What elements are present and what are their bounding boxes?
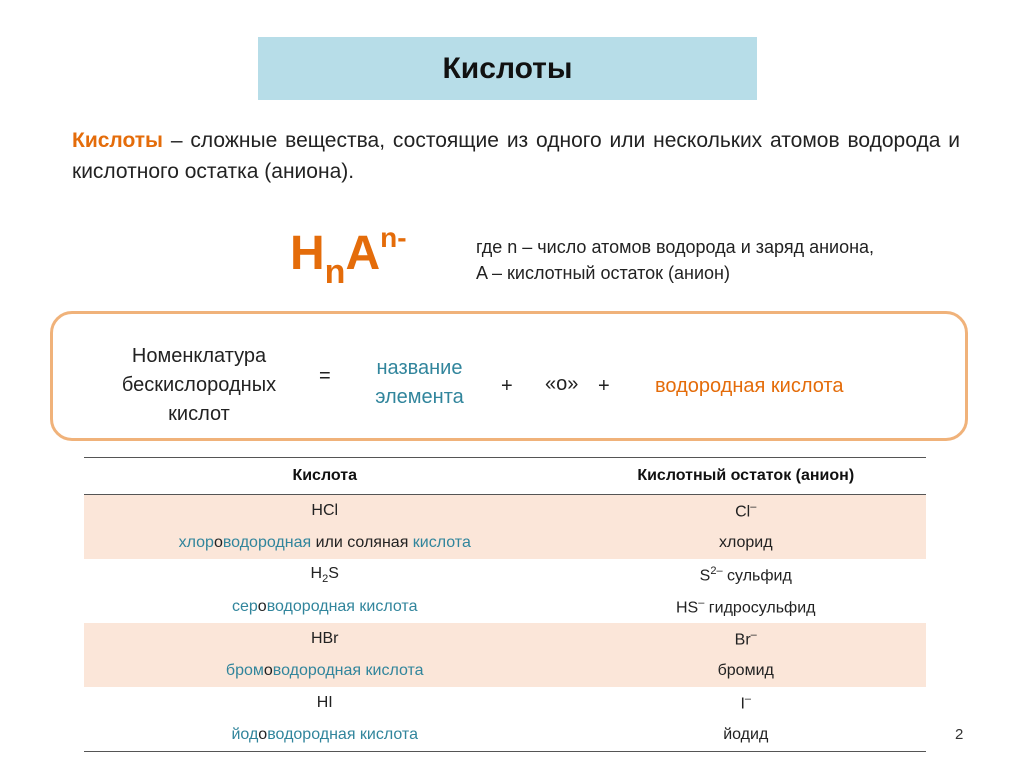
anion-label: сульфид bbox=[722, 567, 792, 585]
anion-name: хлорид bbox=[565, 527, 926, 559]
table-row bbox=[84, 527, 926, 559]
anion-name bbox=[565, 591, 926, 623]
anion-symbol: I bbox=[740, 695, 745, 713]
table-header-row bbox=[84, 458, 926, 495]
name-vowel: о bbox=[213, 534, 223, 551]
plus-sign: + bbox=[501, 375, 513, 397]
acid-name bbox=[84, 655, 565, 687]
definition-paragraph bbox=[72, 125, 960, 187]
connecting-vowel: «о» bbox=[545, 373, 579, 395]
legend-line-1: где n – число атомов водорода и заряд аниона, bbox=[476, 237, 875, 257]
anion-charge: 2– bbox=[710, 564, 723, 577]
name-root: хлор bbox=[178, 534, 214, 551]
anion-formula bbox=[565, 687, 926, 719]
nomenclature-label-line: бескислородных bbox=[121, 374, 277, 396]
nomenclature-label-line: кислот bbox=[168, 403, 230, 425]
plus-sign: + bbox=[598, 375, 610, 397]
table-row bbox=[84, 655, 926, 687]
element-name-term bbox=[362, 354, 477, 412]
header-acid: Кислота bbox=[84, 458, 565, 495]
acid-name bbox=[84, 591, 565, 623]
name-rest: водородная кислота bbox=[267, 726, 418, 743]
element-name-line: элемента bbox=[375, 386, 464, 408]
anion-charge: – bbox=[750, 628, 757, 641]
acid-name bbox=[84, 527, 565, 559]
slide-title-box bbox=[258, 37, 757, 100]
name-vowel: о bbox=[257, 598, 267, 615]
name-mid: или соляная bbox=[311, 534, 413, 551]
name-vowel: о bbox=[263, 662, 273, 679]
anion-name: бромид bbox=[565, 655, 926, 687]
formula-h: H bbox=[290, 227, 325, 280]
table-row bbox=[84, 495, 926, 528]
definition-term: Кислоты bbox=[72, 129, 163, 152]
legend-line-2: A – кислотный остаток (анион) bbox=[476, 263, 730, 283]
formula-a: A bbox=[345, 227, 381, 280]
name-rest: водородная кислота bbox=[266, 598, 418, 615]
name-rest: водородная кислота bbox=[272, 662, 424, 679]
acid-formula: HI bbox=[84, 687, 565, 719]
name-root: сер bbox=[231, 598, 258, 615]
nomenclature-label-line: Номенклатура bbox=[131, 345, 267, 367]
name-rest: водородная bbox=[222, 534, 312, 551]
slide-title: Кислоты bbox=[442, 51, 573, 85]
anion-symbol: HS bbox=[676, 599, 699, 617]
acid-formula: HBr bbox=[84, 623, 565, 655]
anion-charge: – bbox=[698, 596, 705, 609]
anion-symbol: Br bbox=[734, 631, 751, 649]
header-anion: Кислотный остаток (анион) bbox=[565, 458, 926, 495]
acid-formula bbox=[84, 559, 565, 591]
anion-formula bbox=[565, 623, 926, 655]
general-formula bbox=[290, 224, 407, 290]
acid-name bbox=[84, 719, 565, 752]
equals-sign: = bbox=[319, 365, 331, 387]
acids-table bbox=[84, 457, 926, 752]
formula-end: S bbox=[328, 564, 339, 582]
anion-label: гидросульфид bbox=[704, 599, 816, 617]
table-row bbox=[84, 591, 926, 623]
name-end: кислота bbox=[412, 534, 471, 551]
table-row bbox=[84, 687, 926, 719]
anion-name: йодид bbox=[565, 719, 926, 752]
definition-text: – сложные вещества, состоящие из одного или нескольких атомов водорода и кислотного остатка (аниона). bbox=[72, 129, 960, 183]
element-name-line: название bbox=[376, 357, 463, 379]
anion-formula bbox=[565, 495, 926, 528]
formula-base: H bbox=[310, 564, 323, 582]
anion-symbol: S bbox=[699, 567, 711, 585]
anion-symbol: Cl bbox=[735, 503, 751, 521]
acid-suffix-term: водородная кислота bbox=[655, 375, 844, 397]
name-root: йод bbox=[231, 726, 259, 743]
formula-subscript: 2 bbox=[322, 573, 329, 586]
anion-charge: – bbox=[744, 692, 752, 705]
anion-formula bbox=[565, 559, 926, 591]
table-row bbox=[84, 559, 926, 591]
name-vowel: о bbox=[258, 726, 268, 743]
acid-formula: HCl bbox=[84, 495, 565, 528]
formula-n-subscript: n bbox=[324, 253, 346, 291]
table-row bbox=[84, 719, 926, 752]
formula-legend bbox=[476, 234, 874, 286]
formula-charge-superscript: n- bbox=[380, 222, 407, 253]
nomenclature-label bbox=[99, 342, 299, 429]
anion-charge: – bbox=[750, 500, 757, 513]
table-row bbox=[84, 623, 926, 655]
page-number: 2 bbox=[955, 726, 964, 743]
name-root: бром bbox=[225, 662, 264, 679]
